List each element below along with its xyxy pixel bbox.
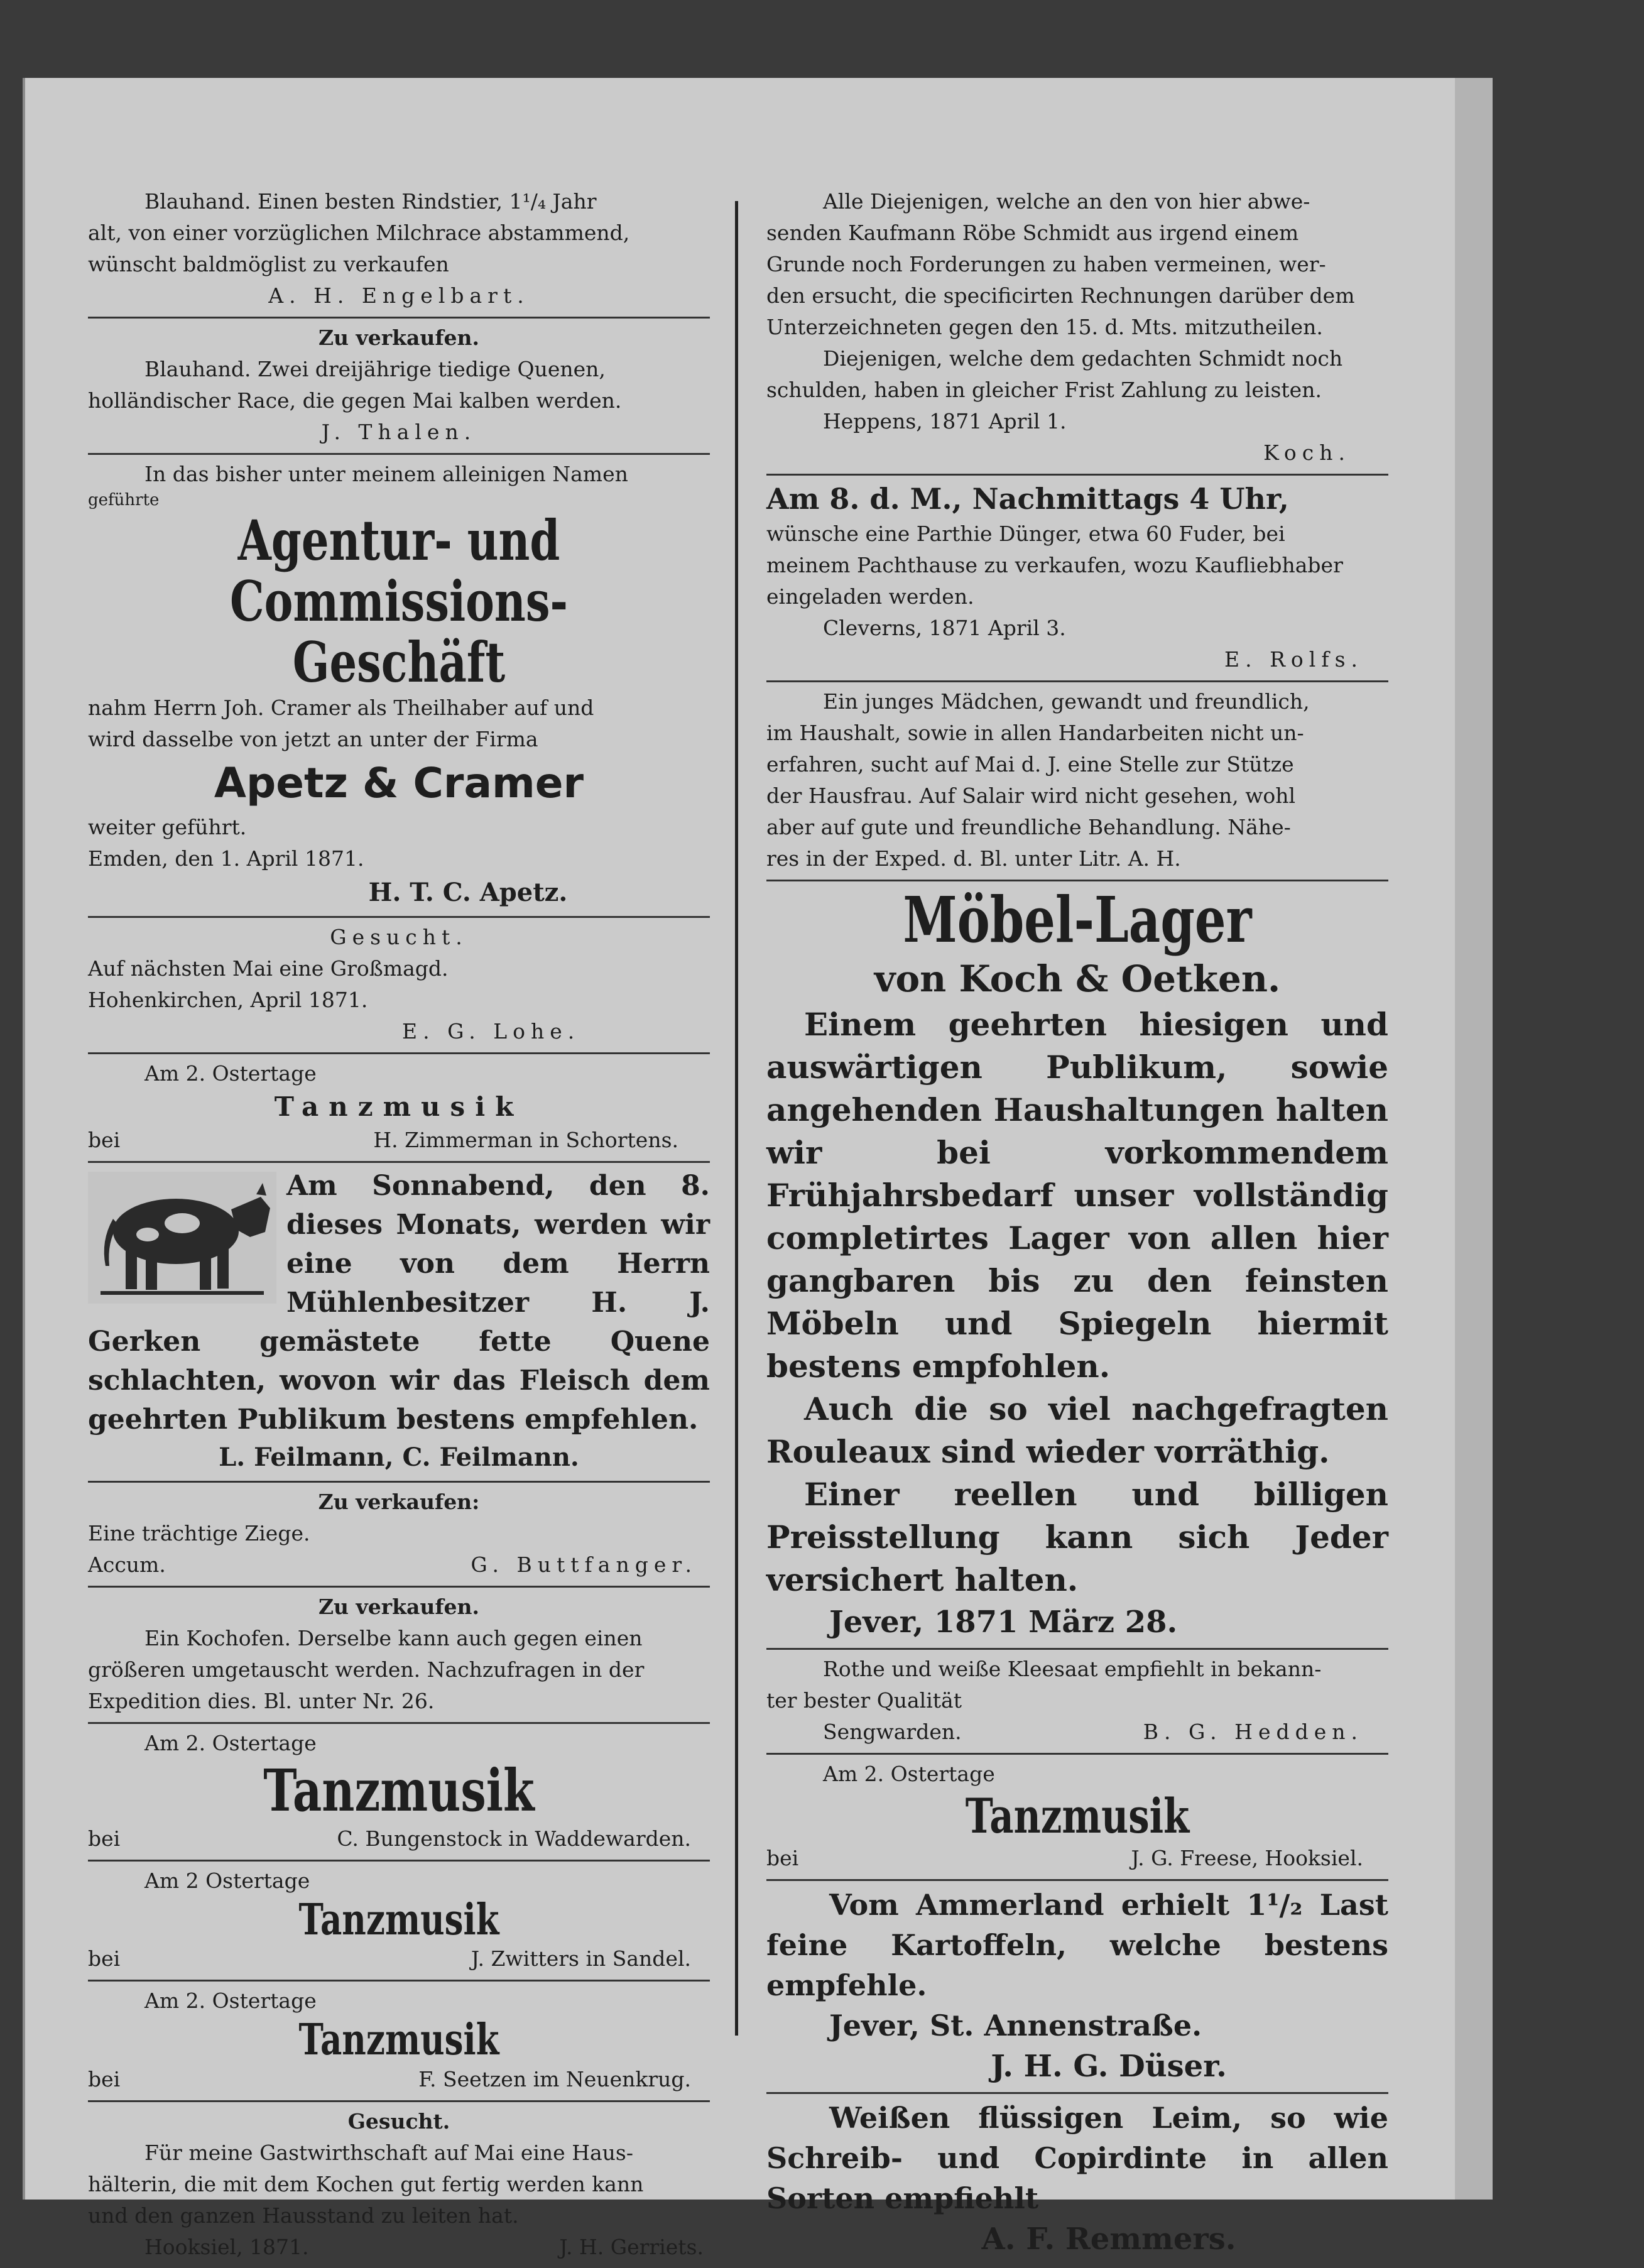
ad-location-row — [88, 1823, 710, 1855]
ad-heading: Zu verkaufen. — [318, 325, 480, 350]
ad-text: meinem Pachthause zu verkaufen, wozu Kaufliebhaber — [766, 553, 1343, 577]
ad-title: Tanzmusik — [274, 1091, 524, 1123]
ad-text: wird dasselbe von jetzt an unter der Firma — [88, 727, 538, 752]
ad-date: Heppens, 1871 April 1. — [823, 409, 1067, 433]
ad-text: Vom Ammerland erhielt 1¹/₂ Last feine Kartoffeln, welche bestens empfehle. — [766, 1887, 1388, 2002]
ad-text: Expedition dies. Bl. unter Nr. 26. — [88, 1689, 435, 1714]
ad-text: wünscht baldmöglist zu verkaufen — [88, 252, 449, 276]
ad-quene-schlachten — [88, 1163, 710, 1483]
ad-text: Ein Kochofen. Derselbe kann auch gegen einen — [144, 1626, 643, 1651]
page-edge — [1455, 78, 1493, 2200]
ad-text: Auf nächsten Mai eine Großmagd. — [88, 956, 449, 981]
ad-kochofen — [88, 1588, 710, 1724]
ad-text: Am 2. Ostertage — [823, 1762, 995, 1786]
ad-heading: Gesucht. — [330, 925, 468, 950]
ad-text: Auch die so viel nachgefragten Rouleaux sind wieder vorräthig. — [766, 1390, 1388, 1470]
ad-text: Unterzeichneten gegen den 15. d. Mts. mitzutheilen. — [766, 315, 1323, 339]
right-column — [766, 182, 1388, 2265]
ad-text: Alle Diejenigen, welche an den von hier abwe- — [823, 189, 1310, 214]
ad-signature: A. F. Remmers. — [981, 2221, 1236, 2257]
ad-place: Jever, St. Annenstraße. — [829, 2008, 1202, 2042]
ad-text: und den ganzen Hausstand zu leiten hat. — [88, 2203, 519, 2228]
ad-signature: E. G. Lohe. — [402, 1019, 580, 1044]
ad-heading: Gesucht. — [347, 2109, 450, 2134]
ad-place: Accum. — [88, 1552, 166, 1578]
ad-text: Eine trächtige Ziege. — [88, 1521, 310, 1546]
ad-text: eingeladen werden. — [766, 584, 974, 609]
ad-text: res in der Exped. d. Bl. unter Litr. A. H. — [766, 846, 1181, 871]
ad-text: Am 2. Ostertage — [144, 1061, 317, 1086]
ad-agentur — [88, 455, 710, 918]
ad-subtitle: von Koch & Oetken. — [874, 957, 1281, 1000]
ad-big-title: Agentur- und Commissions- — [230, 508, 568, 634]
ad-signature: G. Buttfanger. — [471, 1552, 697, 1578]
ad-title: Tanzmusik — [965, 1788, 1190, 1844]
ad-text: Grunde noch Forderungen zu haben vermeinen, wer- — [766, 252, 1326, 276]
ad-place: Sengwarden. — [823, 1720, 962, 1744]
ad-text: Einer reellen und billigen Preisstellung kann sich Jeder versichert halten. — [766, 1476, 1388, 1598]
ad-text: senden Kaufmann Röbe Schmidt aus irgend einem — [766, 221, 1299, 245]
ad-text: geführte — [88, 491, 160, 510]
ad-text: Einem geehrten hiesigen und auswärtigen Publikum, sowie angehenden Haushaltungen halten wir bei vorkommendem Frühjahrsbedarf unser vollständig completirtes Lager von allen hier gangbaren bis zu den feinsten Möbeln und Spiegeln hiermit bestens empfohlen. — [766, 1006, 1388, 1385]
ad-kleesaat — [766, 1650, 1388, 1755]
ad-sign-row — [766, 1716, 1388, 1748]
ad-text: holländischer Race, die gegen Mai kalben werden. — [88, 388, 622, 413]
ad-signature: J. H. G. Düser. — [991, 2048, 1227, 2084]
ad-text: Für meine Gastwirthschaft auf Mai eine Haus- — [144, 2140, 633, 2166]
ad-duenger — [766, 476, 1388, 682]
ad-text: den ersucht, die specificirten Rechnungen darüber dem — [766, 283, 1355, 308]
ad-text: F. Seetzen im Neuenkrug. — [418, 2067, 691, 2092]
ad-text: Blauhand. Einen besten Rindstier, 1¹/₄ Jahr — [144, 189, 597, 214]
ad-signature: J. H. Gerriets. — [559, 2235, 704, 2260]
ad-heading: Am 8. d. M., Nachmittags 4 Uhr, — [766, 482, 1289, 516]
firm-name: Apetz & Cramer — [214, 759, 584, 808]
ad-big-title: Geschäft — [292, 629, 506, 695]
ad-text: bei — [88, 1128, 121, 1153]
ad-text: Ein junges Mädchen, gewandt und freundlich, — [823, 689, 1310, 714]
ad-schmidt-forderungen — [766, 182, 1388, 476]
ad-text: erfahren, sucht auf Mai d. J. eine Stelle zur Stütze — [766, 752, 1294, 777]
ad-title: Tanzmusik — [298, 1894, 499, 1945]
ad-signature: Koch. — [1263, 440, 1351, 465]
ad-text: Blauhand. Zwei dreijährige tiedige Quenen, — [144, 357, 606, 381]
ad-text: weiter geführt. — [88, 815, 247, 840]
ad-text: aber auf gute und freundliche Behandlung. Nähe- — [766, 815, 1291, 839]
ad-text: bei — [88, 2067, 121, 2092]
ad-signature: L. Feilmann, C. Feilmann. — [219, 1442, 579, 1473]
ad-title: Tanzmusik — [298, 2015, 499, 2066]
ad-date: Cleverns, 1871 April 3. — [823, 616, 1066, 640]
ad-text: H. Zimmerman in Schortens. — [373, 1128, 678, 1153]
ad-ziege — [88, 1483, 710, 1588]
ad-sign-row — [88, 2232, 710, 2263]
ad-signature: B. G. Hedden. — [1143, 1720, 1363, 1744]
ad-text: J. Zwitters in Sandel. — [471, 1946, 691, 1971]
ad-tanzmusik-neuenkrug — [88, 1982, 710, 2102]
ad-heading: Zu verkaufen: — [318, 1490, 480, 1515]
ad-text: Rothe und weiße Kleesaat empfiehlt in bekann- — [823, 1657, 1322, 1681]
ad-text: Am 2. Ostertage — [144, 1988, 317, 2014]
ad-text: Diejenigen, welche dem gedachten Schmidt noch — [823, 346, 1343, 371]
ad-text: im Haushalt, sowie in allen Handarbeiten nicht un- — [766, 721, 1304, 745]
ad-text: wünsche eine Parthie Dünger, etwa 60 Fuder, bei — [766, 521, 1285, 546]
ad-signature: J. Thalen. — [321, 420, 477, 444]
ad-text: alt, von einer vorzüglichen Milchrace abstammend, — [88, 221, 630, 245]
cow-illustration — [88, 1172, 276, 1304]
ad-title: Tanzmusik — [263, 1757, 535, 1825]
ad-grossmagd — [88, 918, 710, 1054]
ad-tanzmusik-hooksiel — [766, 1755, 1388, 1881]
ad-location-row — [88, 1125, 710, 1156]
ad-text: Weißen flüssigen Leim, so wie Schreib- und Copirdinte in allen Sorten empfiehlt — [766, 2100, 1388, 2215]
ad-maedchen-stelle — [766, 682, 1388, 881]
ad-text: ter bester Qualität — [766, 1688, 962, 1713]
ad-text: bei — [766, 1845, 799, 1870]
ad-text: größeren umgetauscht werden. Nachzufragen in der — [88, 1657, 645, 1682]
ad-kartoffeln — [766, 1881, 1388, 2094]
ad-tanzmusik-waddewarden — [88, 1724, 710, 1861]
ad-text: Am 2. Ostertage — [144, 1731, 317, 1756]
ad-text: der Hausfrau. Auf Salair wird nicht gesehen, wohl — [766, 783, 1296, 808]
ad-text: C. Bungenstock in Waddewarden. — [337, 1826, 691, 1851]
ad-quenen — [88, 319, 710, 455]
ad-moebel-lager — [766, 881, 1388, 1650]
ad-haushaelterin — [88, 2102, 710, 2268]
ad-place: Hooksiel, 1871. — [144, 2235, 309, 2260]
ad-text: In das bisher unter meinem alleinigen Namen — [144, 462, 628, 486]
ad-tanzmusik-schortens — [88, 1054, 710, 1163]
ad-date: Emden, den 1. April 1871. — [88, 846, 364, 871]
ad-signature: E. Rolfs. — [1224, 647, 1363, 672]
ad-text: bei — [88, 1946, 121, 1971]
ad-text: hälterin, die mit dem Kochen gut fertig werden kann — [88, 2172, 644, 2197]
ad-text: bei — [88, 1826, 121, 1851]
ad-rindstier — [88, 182, 710, 319]
ad-text: J. G. Freese, Hooksiel. — [1131, 1845, 1363, 1870]
ad-leim — [766, 2094, 1388, 2265]
column-divider — [735, 201, 738, 2036]
ad-text: Am 2 Ostertage — [144, 1868, 310, 1893]
ad-tanzmusik-sandel — [88, 1862, 710, 1982]
ad-text: schulden, haben in gleicher Frist Zahlung zu leisten. — [766, 378, 1322, 402]
ad-date: Jever, 1871 März 28. — [829, 1605, 1178, 1640]
ad-text: nahm Herrn Joh. Cramer als Theilhaber auf und — [88, 695, 594, 721]
ad-text: Am Sonnabend, den 8. dieses Monats, werden wir eine von dem Herrn Mühlenbesitzer H. J. Gerken gemästete fette Quene schlachten, wovon wir das Fleisch dem geehrten Publikum bestens empfehlen. — [88, 1170, 710, 1436]
ad-location-row — [88, 2064, 710, 2095]
ad-sign-row — [88, 1549, 710, 1581]
ad-location-row — [766, 1843, 1388, 1874]
ad-big-title: Möbel-Lager — [903, 883, 1252, 957]
ad-signature: H. T. C. Apetz. — [368, 878, 568, 908]
ad-location-row — [88, 1943, 710, 1975]
ad-heading: Zu verkaufen. — [318, 1595, 480, 1620]
ad-signature: A. H. Engelbart. — [268, 283, 530, 308]
ad-text: Hohenkirchen, April 1871. — [88, 988, 368, 1013]
left-column — [88, 182, 710, 2268]
